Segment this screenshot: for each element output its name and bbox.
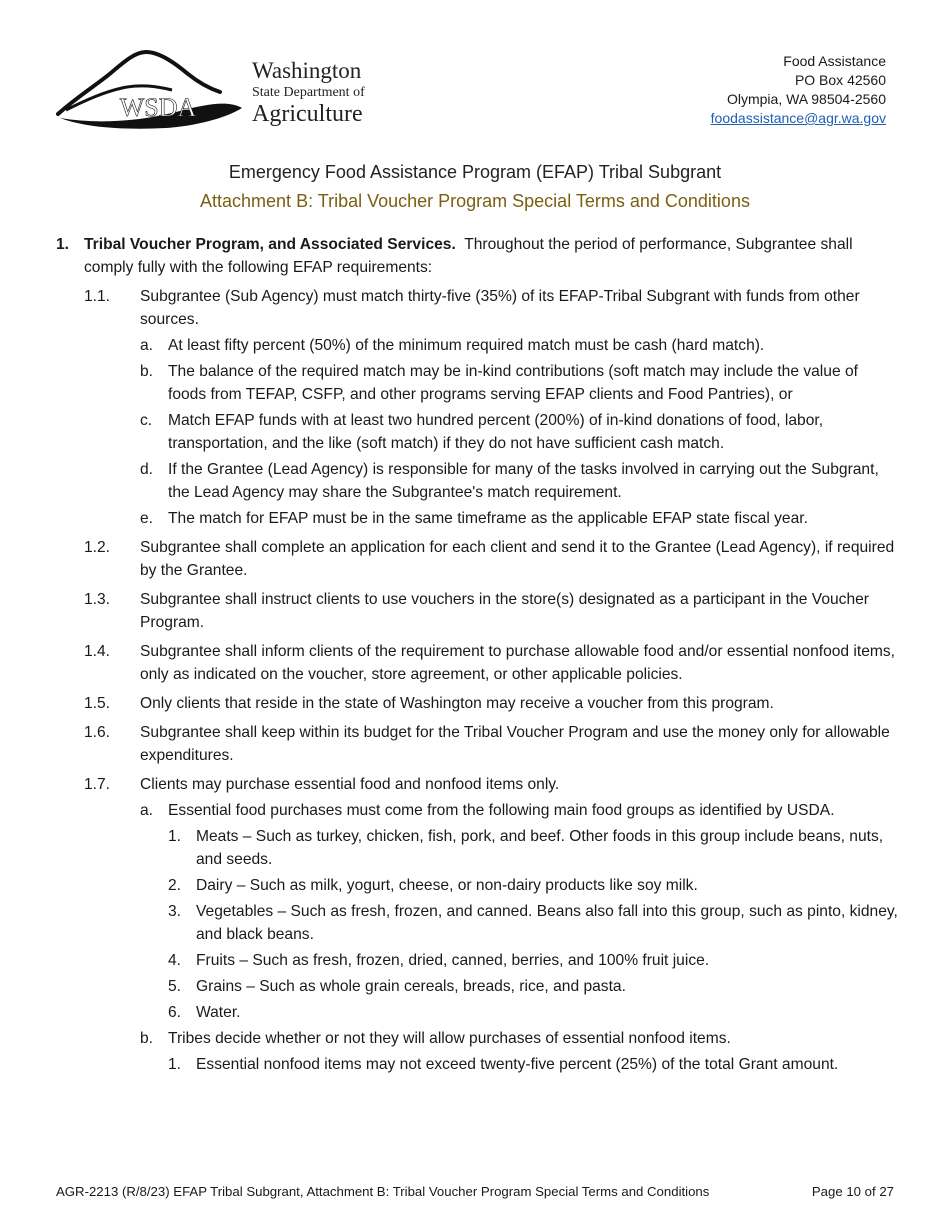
footer-form-title: AGR-2213 (R/8/23) EFAP Tribal Subgrant, Attachment B: Tribal Voucher Program Special Terms and Conditions — [56, 1184, 710, 1199]
food-group-number: 1. — [168, 828, 182, 845]
food-group-number: 1. — [168, 1056, 182, 1073]
address-line: Food Assistance — [783, 53, 886, 69]
food-group-number: 6. — [168, 1004, 182, 1021]
wsda-mountain-emblem — [56, 48, 246, 132]
term-subitem-label: a. — [140, 802, 154, 819]
term-item-number: 1.4. — [84, 643, 111, 660]
food-group-text: Meats – Such as turkey, chicken, fish, pork, and beef. Other foods in this group include beans, nuts, and seeds. — [196, 828, 884, 868]
food-group-item — [168, 874, 898, 897]
term-item-text: Subgrantee shall keep within its budget for the Tribal Voucher Program and use the money only for allowable expenditures. — [140, 724, 890, 764]
term-item-text: Subgrantee shall inform clients of the requirement to purchase allowable food and/or essential nonfood items, only as indicated on the voucher, store agreement, or other applicable policies. — [140, 643, 896, 683]
term-subitem-label: e. — [140, 510, 154, 527]
food-group-text: Vegetables – Such as fresh, frozen, and canned. Beans also fall into this group, such as pinto, kidney, and black beans. — [196, 903, 898, 943]
logo-line-state-department: State Department of — [252, 85, 365, 100]
logo-line-agriculture: Agriculture — [252, 101, 363, 127]
food-group-item — [168, 825, 898, 871]
term-subitem-label: b. — [140, 1030, 154, 1047]
term-item — [56, 692, 898, 715]
address-line: PO Box 42560 — [794, 72, 886, 88]
term-item-text: Subgrantee (Sub Agency) must match thirty-five (35%) of its EFAP-Tribal Subgrant with funds from other sources. — [140, 288, 860, 328]
term-subitem-text: Essential food purchases must come from the following main food groups as identified by USDA. — [168, 802, 835, 819]
term-item-number: 1.1. — [84, 288, 111, 305]
term-subitem-text: At least fifty percent (50%) of the minimum required match must be cash (hard match). — [168, 337, 765, 354]
contact-address — [711, 52, 886, 128]
terms-list — [56, 285, 898, 1076]
term-subitem-label: b. — [140, 363, 154, 380]
term-item — [56, 773, 898, 1076]
term-subitem-text: The balance of the required match may be in-kind contributions (soft match may include the value of foods from TEFAP, CSFP, and other programs serving EFAP clients and Food Pantries), or — [168, 363, 858, 403]
term-item — [56, 640, 898, 686]
section-intro: Throughout the period of performance, Subgrantee shall comply fully with the following EFAP requirements: — [84, 236, 853, 276]
term-subitem — [140, 1027, 898, 1076]
term-item-number: 1.2. — [84, 539, 111, 556]
term-subitem — [140, 334, 898, 357]
food-group-number: 5. — [168, 978, 182, 995]
term-item — [56, 721, 898, 767]
food-group-item — [168, 1001, 898, 1024]
food-group-text: Essential nonfood items may not exceed twenty-five percent (25%) of the total Grant amount. — [196, 1056, 839, 1073]
term-item-number: 1.3. — [84, 591, 111, 608]
food-group-text: Dairy – Such as milk, yogurt, cheese, or non-dairy products like soy milk. — [196, 877, 698, 894]
food-group-number: 4. — [168, 952, 182, 969]
food-group-text: Fruits – Such as fresh, frozen, dried, canned, berries, and 100% fruit juice. — [196, 952, 710, 969]
term-subitem-label: a. — [140, 337, 154, 354]
term-item-number: 1.7. — [84, 776, 111, 793]
page-number: Page 10 of 27 — [811, 1184, 894, 1199]
term-subitem-text: If the Grantee (Lead Agency) is responsible for many of the tasks involved in carrying out the Subgrant, the Lead Agency may share the Subgrantee's match requirement. — [168, 461, 879, 501]
address-line: Olympia, WA 98504-2560 — [726, 91, 886, 107]
term-subitem — [140, 360, 898, 406]
term-item — [56, 285, 898, 530]
term-subitem — [140, 458, 898, 504]
term-subitem-label: d. — [140, 461, 154, 478]
logo-line-washington: Washington — [252, 58, 362, 83]
term-item-text: Clients may purchase essential food and nonfood items only. — [140, 776, 560, 793]
term-item-text: Subgrantee shall complete an application for each client and send it to the Grantee (Lead Agency), if required by the Grantee. — [140, 539, 895, 579]
section-1 — [56, 233, 898, 279]
term-item — [56, 588, 898, 634]
term-subitem — [140, 799, 898, 1024]
food-group-number: 3. — [168, 903, 182, 920]
food-group-text: Grains – Such as whole grain cereals, breads, rice, and pasta. — [196, 978, 626, 995]
wsda-logo — [56, 48, 376, 132]
term-subitem-text: The match for EFAP must be in the same timeframe as the applicable EFAP state fiscal year. — [168, 510, 808, 527]
food-group-item — [168, 1053, 898, 1076]
food-group-item — [168, 900, 898, 946]
attachment-subtitle: Attachment B: Tribal Voucher Program Special Terms and Conditions — [200, 191, 750, 211]
document-titles — [0, 160, 950, 213]
term-subitem-label: c. — [140, 412, 153, 429]
term-subitem — [140, 507, 898, 530]
term-item — [56, 536, 898, 582]
food-group-item — [168, 975, 898, 998]
term-subitem-text: Tribes decide whether or not they will allow purchases of essential nonfood items. — [168, 1030, 731, 1047]
contact-email-link[interactable]: foodassistance@agr.wa.gov — [710, 110, 886, 126]
section-title: Tribal Voucher Program, and Associated Services. — [84, 236, 456, 253]
food-group-number: 2. — [168, 877, 182, 894]
document-body — [56, 233, 898, 1076]
term-item-text: Only clients that reside in the state of Washington may receive a voucher from this program. — [140, 695, 774, 712]
page-footer — [56, 1183, 894, 1201]
term-subitem-text: Match EFAP funds with at least two hundred percent (200%) of in-kind donations of food, labor, transportation, and the like (soft match) if they do not have sufficient cash match. — [168, 412, 824, 452]
page-title: Emergency Food Assistance Program (EFAP) Tribal Subgrant — [228, 162, 722, 182]
term-item-number: 1.6. — [84, 724, 111, 741]
term-item-text: Subgrantee shall instruct clients to use vouchers in the store(s) designated as a participant in the Voucher Program. — [140, 591, 869, 631]
section-number: 1. — [56, 236, 70, 253]
wsda-logo-letters: WSDA — [119, 93, 197, 122]
food-group-text: Water. — [196, 1004, 241, 1021]
term-item-number: 1.5. — [84, 695, 111, 712]
term-subitem — [140, 409, 898, 455]
food-group-item — [168, 949, 898, 972]
